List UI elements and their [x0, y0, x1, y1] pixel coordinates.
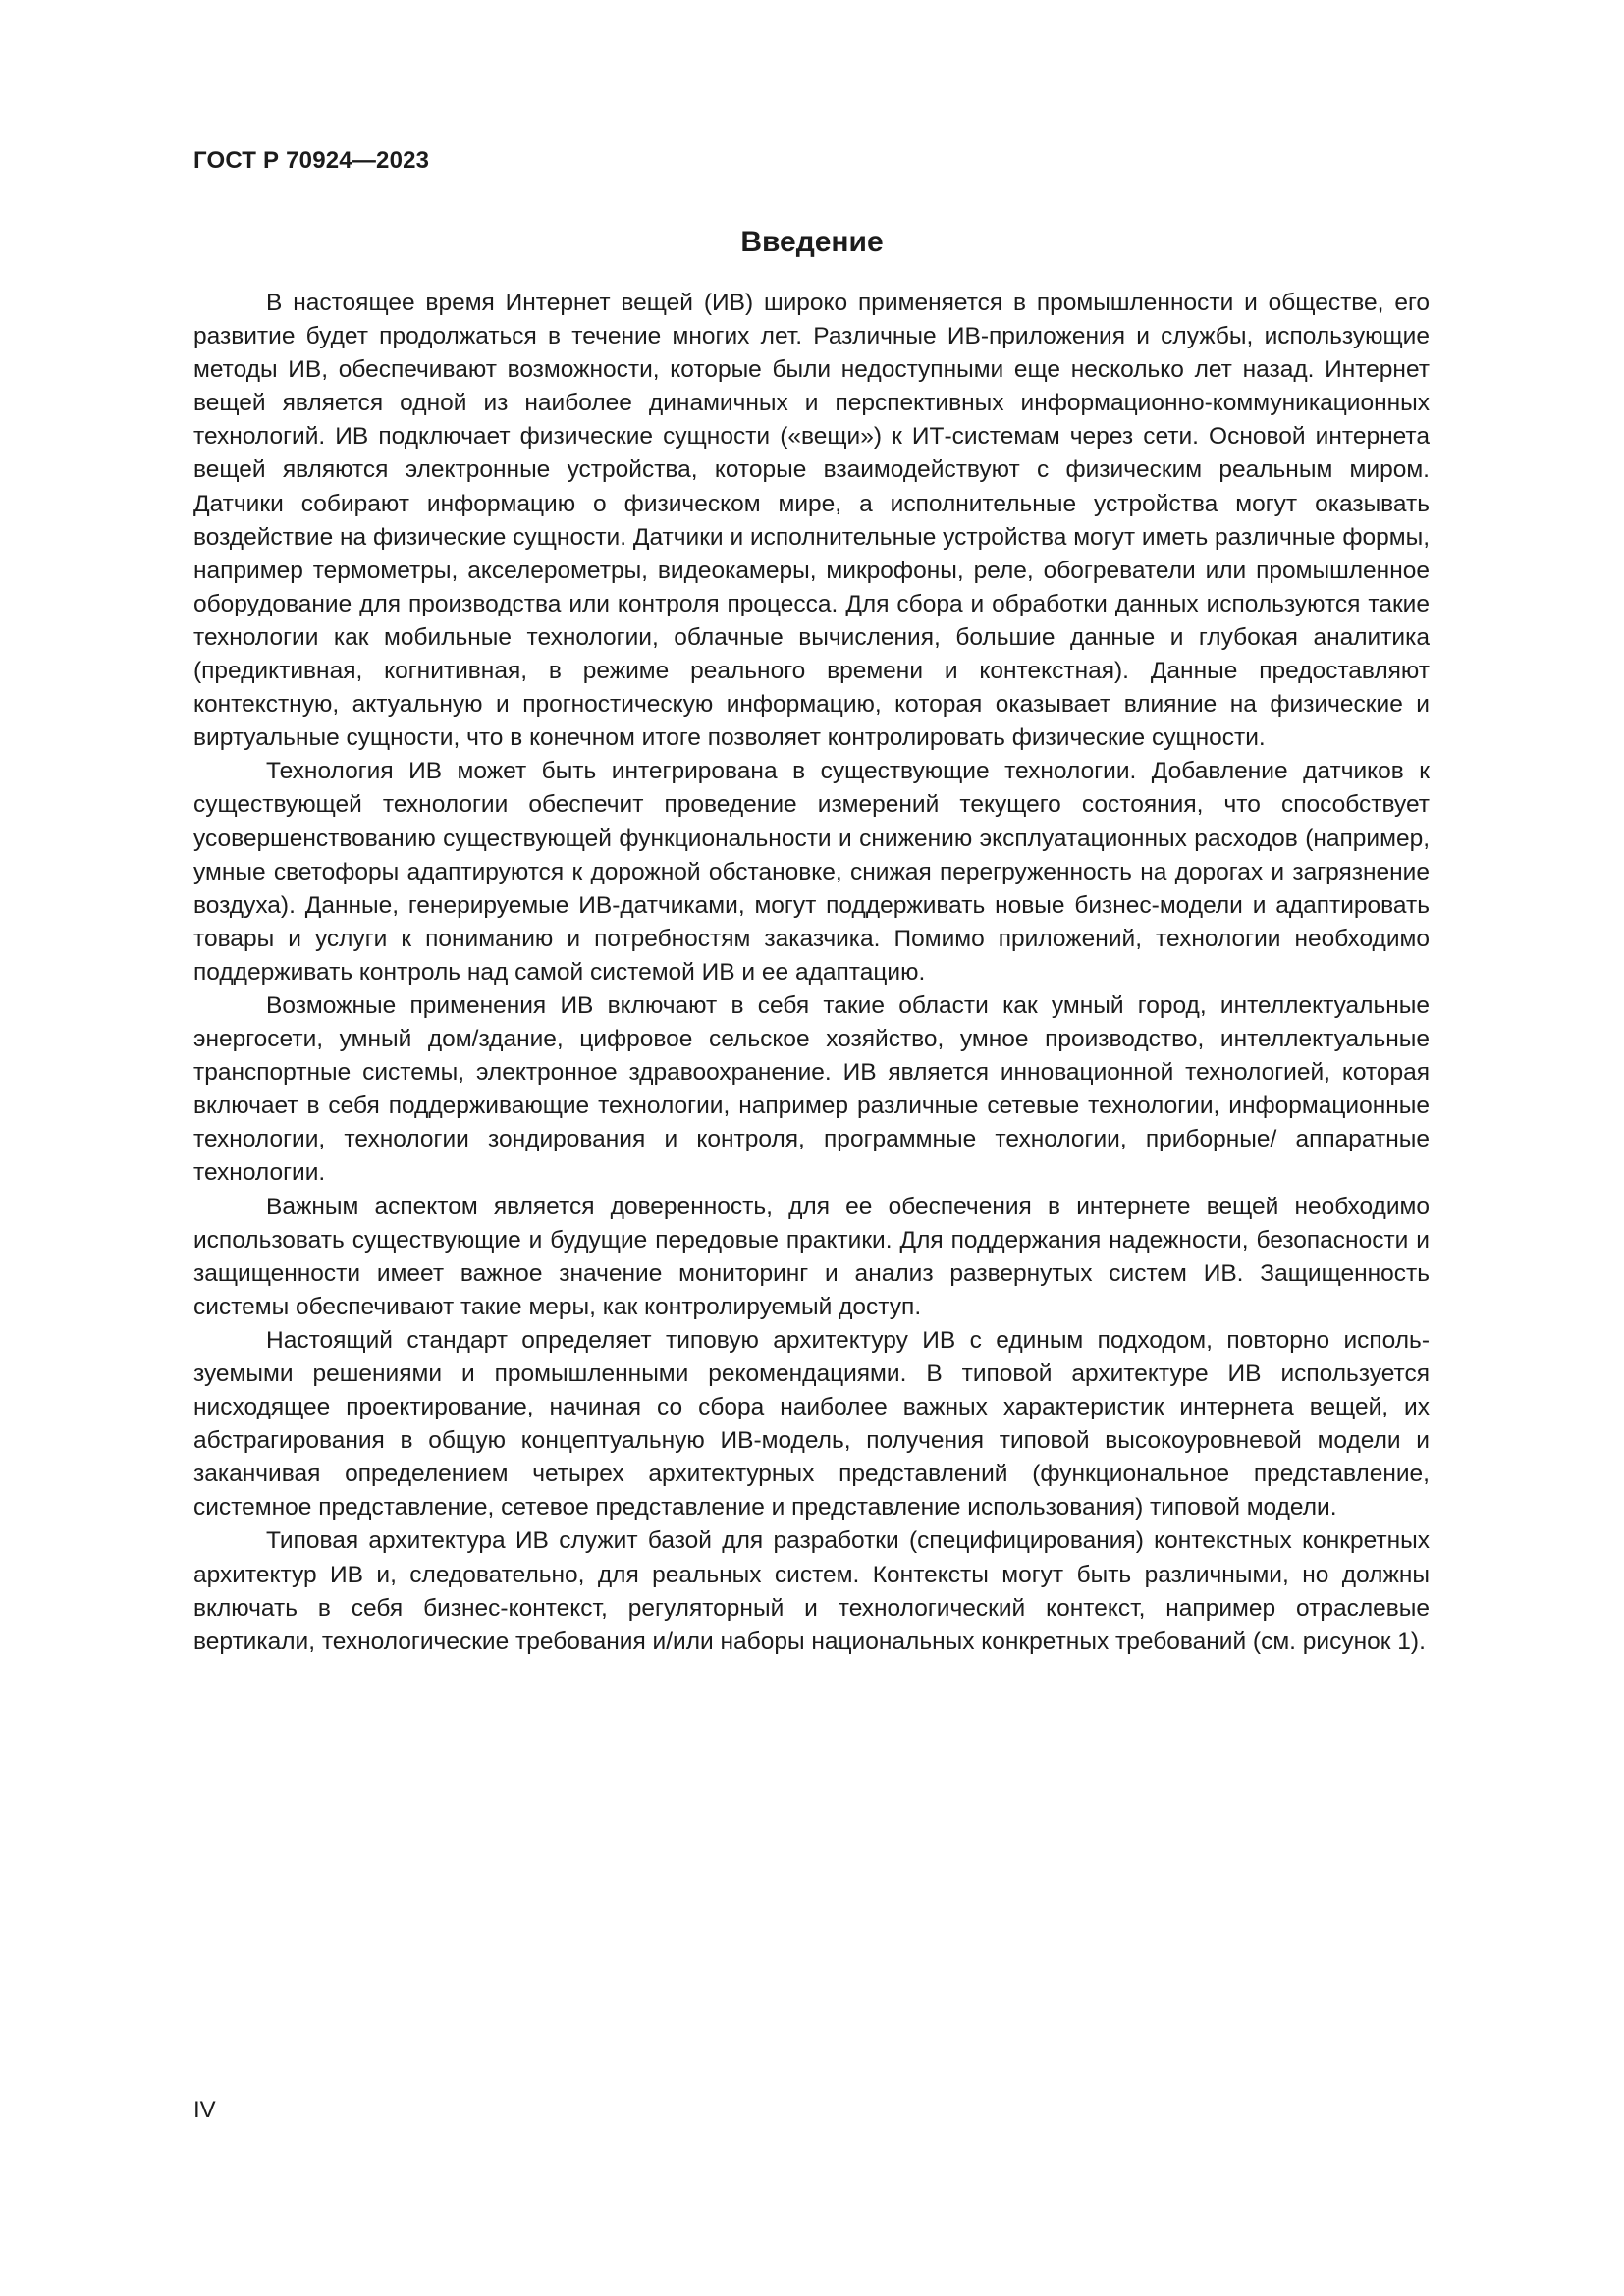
paragraph: Типовая архитектура ИВ служит базой для разработки (специфицирования) контекстных конкретных архитектур ИВ и, следовательно, для реальных систем. Контексты могут быть различными, но должны включать в себя бизнес-контекст, регуляторный и технологический контекст, например отраслевые вертикали, технологические требования и/или наборы национальных конкретных требований (см. рисунок 1).	[193, 1527, 1430, 1655]
paragraph: Возможные применения ИВ включают в себя такие области как умный город, интеллектуальные энергосети, умный дом/здание, цифровое сельское хозяйство, умное производство, интеллектуальные транспортные системы, электронное здравоохранение. ИВ является инновационной технологией, которая включает в себя поддерживающие технологии, например различные сетевые технологии, информационные технологии, технологии зондирования и контроля, программные технологии, приборные/ аппаратные технологии.	[193, 991, 1430, 1187]
paragraph: Настоящий стандарт определяет типовую архитектуру ИВ с единым подходом, повторно используемыми решениями и промышленными рекомендациями. В типовой архитектуре ИВ используется нисходящее проектирование, начиная со сбора наиболее важных характеристик интернета вещей, их абстрагирования в общую концептуальную ИВ-модель, получения типовой высокоуровневой модели и заканчивая определением четырех архитектурных представлений (функциональное представление, системное представление, сетевое представление и представление использования) типовой модели.	[193, 1326, 1430, 1522]
document-header: ГОСТ Р 70924—2023	[193, 147, 430, 174]
paragraph: В настоящее время Интернет вещей (ИВ) широко применяется в промышленности и обществе, его развитие будет продолжаться в течение многих лет. Различные ИВ-приложения и службы, использующие методы ИВ, обеспечивают возможности, которые были недоступными еще несколько лет назад. Интернет вещей является одной из наиболее динамичных и перспективных информационно-коммуникационных технологий. ИВ подключает физические сущности («вещи») к ИТ-системам через сети. Основой интернета вещей являются электронные устройства, которые взаимодействуют с физическим реальным миром. Датчики собирают информацию о физическом мире, а исполнительные устройства могут оказывать воздействие на физические сущности. Датчики и исполнительные устройства могут иметь различные формы, например термометры, акселерометры, видеокамеры, микрофоны, реле, обогреватели или промышленное оборудование для производства или контроля процесса. Для сбора и обработки данных используются такие технологии как мобильные технологии, облачные вычисления, большие данные и глубокая аналитика (предиктивная, когнитивная, в режиме реального времени и контекстная). Данные предоставляют контекстную, актуальную и прогностическую информацию, которая оказывает влияние на физические и виртуальные сущности, что в конечном итоге позволяет контролировать физические сущности.	[193, 290, 1430, 752]
page-number: IV	[193, 2097, 216, 2123]
paragraph: Технология ИВ может быть интегрирована в существующие технологии. Добавление датчиков к существующей технологии обеспечит проведение измерений текущего состояния, что способствует усовершенствованию существующей функциональности и снижению эксплуатационных расходов (например, умные светофоры адаптируются к дорожной обстановке, снижая перегруженность на дорогах и загрязнение воздуха). Данные, генерируемые ИВ-датчиками, могут поддерживать новые бизнес-модели и адаптировать товары и услуги к пониманию и потребностям заказчика. Помимо приложений, технологии необходимо поддерживать контроль над самой системой ИВ и ее адаптацию.	[193, 758, 1430, 986]
document-body	[193, 287, 1430, 1659]
section-title: Введение	[740, 226, 884, 258]
paragraph: Важным аспектом является доверенность, для ее обеспечения в интернете вещей необходимо использовать существующие и будущие передовые практики. Для поддержания надежности, безопасности и защищенности имеет важное значение мониторинг и анализ развернутых систем ИВ. Защищенность системы обеспечивают такие меры, как контролируемый доступ.	[193, 1193, 1430, 1320]
